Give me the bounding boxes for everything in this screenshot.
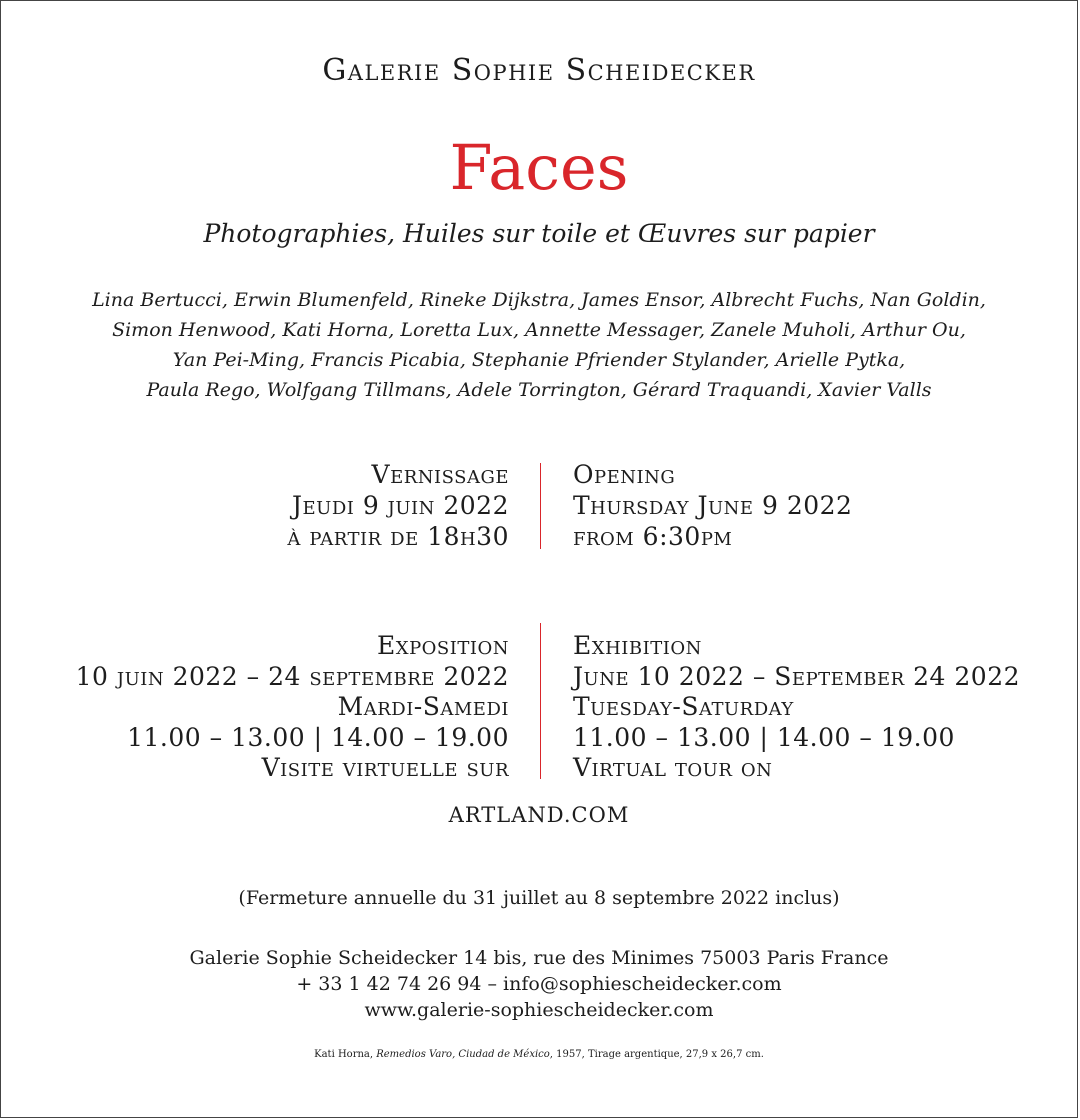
exhibition-subtitle: Photographies, Huiles sur toile et Œuvres sur papier <box>203 219 875 248</box>
opening-en-time: from 6:30pm <box>573 522 733 551</box>
exhibition-en-heading: Exhibition <box>573 631 702 660</box>
gallery-name: Galerie Sophie Scheidecker <box>322 53 756 88</box>
artist-line: Yan Pei-Ming, Francis Picabia, Stephanie Pfriender Stylander, Arielle Pytka, <box>172 349 906 371</box>
opening-english <box>573 459 852 552</box>
artist-line: Lina Bertucci, Erwin Blumenfeld, Rineke Dijkstra, James Ensor, Albrecht Fuchs, Nan Goldin, <box>92 289 986 311</box>
exhibition-fr-days: Mardi-Samedi <box>337 692 509 721</box>
exhibition-french <box>76 631 509 784</box>
image-caption <box>1 1049 1077 1060</box>
address-line: Galerie Sophie Scheidecker 14 bis, rue des Minimes 75003 Paris France <box>189 947 889 969</box>
caption-details: , 1957, Tirage argentique, 27,9 x 26,7 cm. <box>549 1049 764 1060</box>
opening-fr-date: Jeudi 9 juin 2022 <box>292 491 509 520</box>
artist-line: Simon Henwood, Kati Horna, Loretta Lux, Annette Messager, Zanele Muholi, Arthur Ou, <box>112 319 966 341</box>
opening-en-heading: Opening <box>573 460 676 489</box>
exhibition-fr-dates: 10 juin 2022 – 24 septembre 2022 <box>75 661 509 691</box>
exhibition-en-dates: June 10 2022 – September 24 2022 <box>573 661 1021 691</box>
exhibition-fr-heading: Exposition <box>377 631 509 660</box>
closing-note: (Fermeture annuelle du 31 juillet au 8 septembre 2022 inclus) <box>238 887 840 909</box>
exhibition-fr-hours: 11.00 – 13.00 | 14.00 – 19.00 <box>127 722 509 752</box>
opening-fr-time: à partir de 18h30 <box>287 522 509 551</box>
exhibition-en-days: Tuesday-Saturday <box>573 692 794 721</box>
artland-link[interactable]: ARTLAND.COM <box>448 803 630 827</box>
gallery-address <box>1 945 1077 1023</box>
artist-list <box>1 285 1077 405</box>
exhibition-title: Faces <box>449 131 629 204</box>
artist-line: Paula Rego, Wolfgang Tillmans, Adele Torrington, Gérard Traquandi, Xavier Valls <box>146 379 932 401</box>
opening-fr-heading: Vernissage <box>371 460 509 489</box>
opening-en-date: Thursday June 9 2022 <box>573 491 853 520</box>
contact-line[interactable]: + 33 1 42 74 26 94 – info@sophiescheidecker.com <box>296 973 782 995</box>
caption-artist: Kati Horna, <box>314 1049 377 1060</box>
exhibition-divider <box>540 623 541 779</box>
exhibition-fr-virtual: Visite virtuelle sur <box>261 753 509 782</box>
exhibition-en-hours: 11.00 – 13.00 | 14.00 – 19.00 <box>573 722 955 752</box>
opening-divider <box>540 463 541 549</box>
opening-french <box>287 459 509 552</box>
exhibition-en-virtual: Virtual tour on <box>573 753 773 782</box>
caption-work: Remedios Varo, Ciudad de México <box>376 1049 550 1060</box>
website-link[interactable]: www.galerie-sophiescheidecker.com <box>364 999 714 1021</box>
exhibition-english <box>573 631 1020 784</box>
